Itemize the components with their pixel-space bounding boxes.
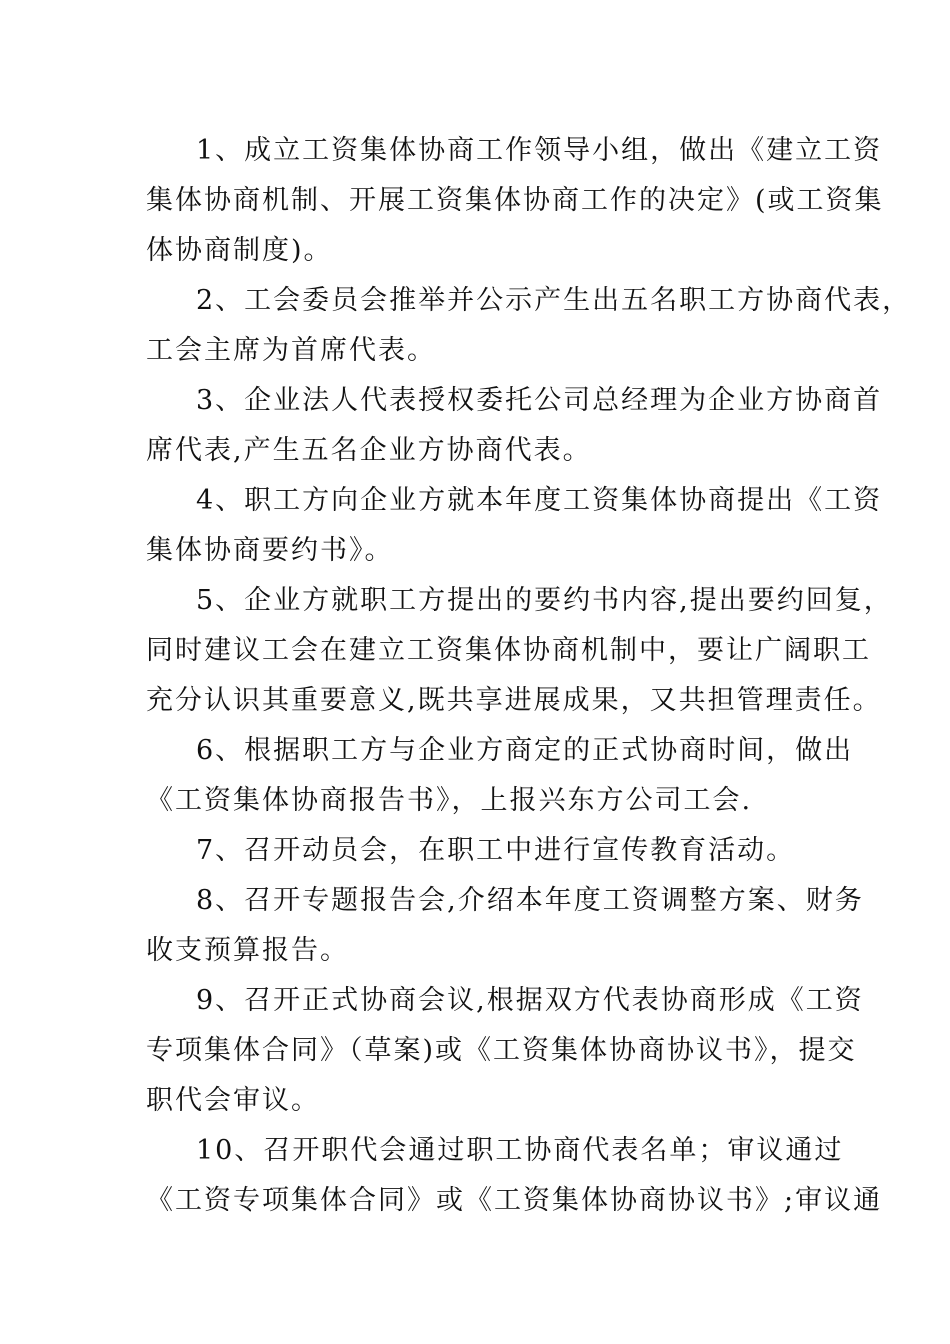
paragraph-3-line-2: 席代表,产生五名企业方协商代表。 [146, 435, 592, 466]
paragraph-8-line-1: 8、召开专题报告会,介绍本年度工资调整方案、财务 [196, 885, 864, 916]
paragraph-3-line-1: 3、企业法人代表授权委托公司总经理为企业方协商首 [196, 385, 883, 416]
paragraph-4-line-1: 4、职工方向企业方就本年度工资集体协商提出《工资 [196, 485, 883, 516]
paragraph-1-line-1: 1、成立工资集体协商工作领导小组，做出《建立工资 [196, 135, 883, 166]
paragraph-9-line-3: 职代会审议。 [146, 1085, 320, 1116]
paragraph-1-line-3: 体协商制度)。 [146, 235, 333, 266]
paragraph-5-line-1: 5、企业方就职工方提出的要约书内容,提出要约回复， [196, 585, 893, 616]
paragraph-9-line-2: 专项集体合同》（草案)或《工资集体协商协议书》，提交 [146, 1035, 857, 1066]
paragraph-2-line-1: 2、工会委员会推举并公示产生出五名职工方协商代表， [196, 285, 912, 316]
paragraph-7-line-1: 7、召开动员会，在职工中进行宣传教育活动。 [196, 835, 796, 866]
paragraph-2-line-2: 工会主席为首席代表。 [146, 335, 436, 366]
paragraph-5-line-2: 同时建议工会在建立工资集体协商机制中，要让广阔职工 [146, 635, 871, 666]
paragraph-6-line-1: 6、根据职工方与企业方商定的正式协商时间，做出 [196, 735, 854, 766]
paragraph-5-line-3: 充分认识其重要意义,既共享进展成果，又共担管理责任。 [146, 685, 882, 716]
paragraph-8-line-2: 收支预算报告。 [146, 935, 349, 966]
paragraph-6-line-2: 《工资集体协商报告书》，上报兴东方公司工会. [146, 785, 753, 816]
paragraph-4-line-2: 集体协商要约书》。 [146, 535, 394, 566]
paragraph-10-line-1: 10、召开职代会通过职工协商代表名单；审议通过 [196, 1135, 844, 1166]
paragraph-10-line-2: 《工资专项集体合同》或《工资集体协商协议书》;审议通 [146, 1185, 883, 1216]
paragraph-9-line-1: 9、召开正式协商会议,根据双方代表协商形成《工资 [196, 985, 864, 1016]
paragraph-1-line-2: 集体协商机制、开展工资集体协商工作的决定》(或工资集 [146, 185, 884, 216]
